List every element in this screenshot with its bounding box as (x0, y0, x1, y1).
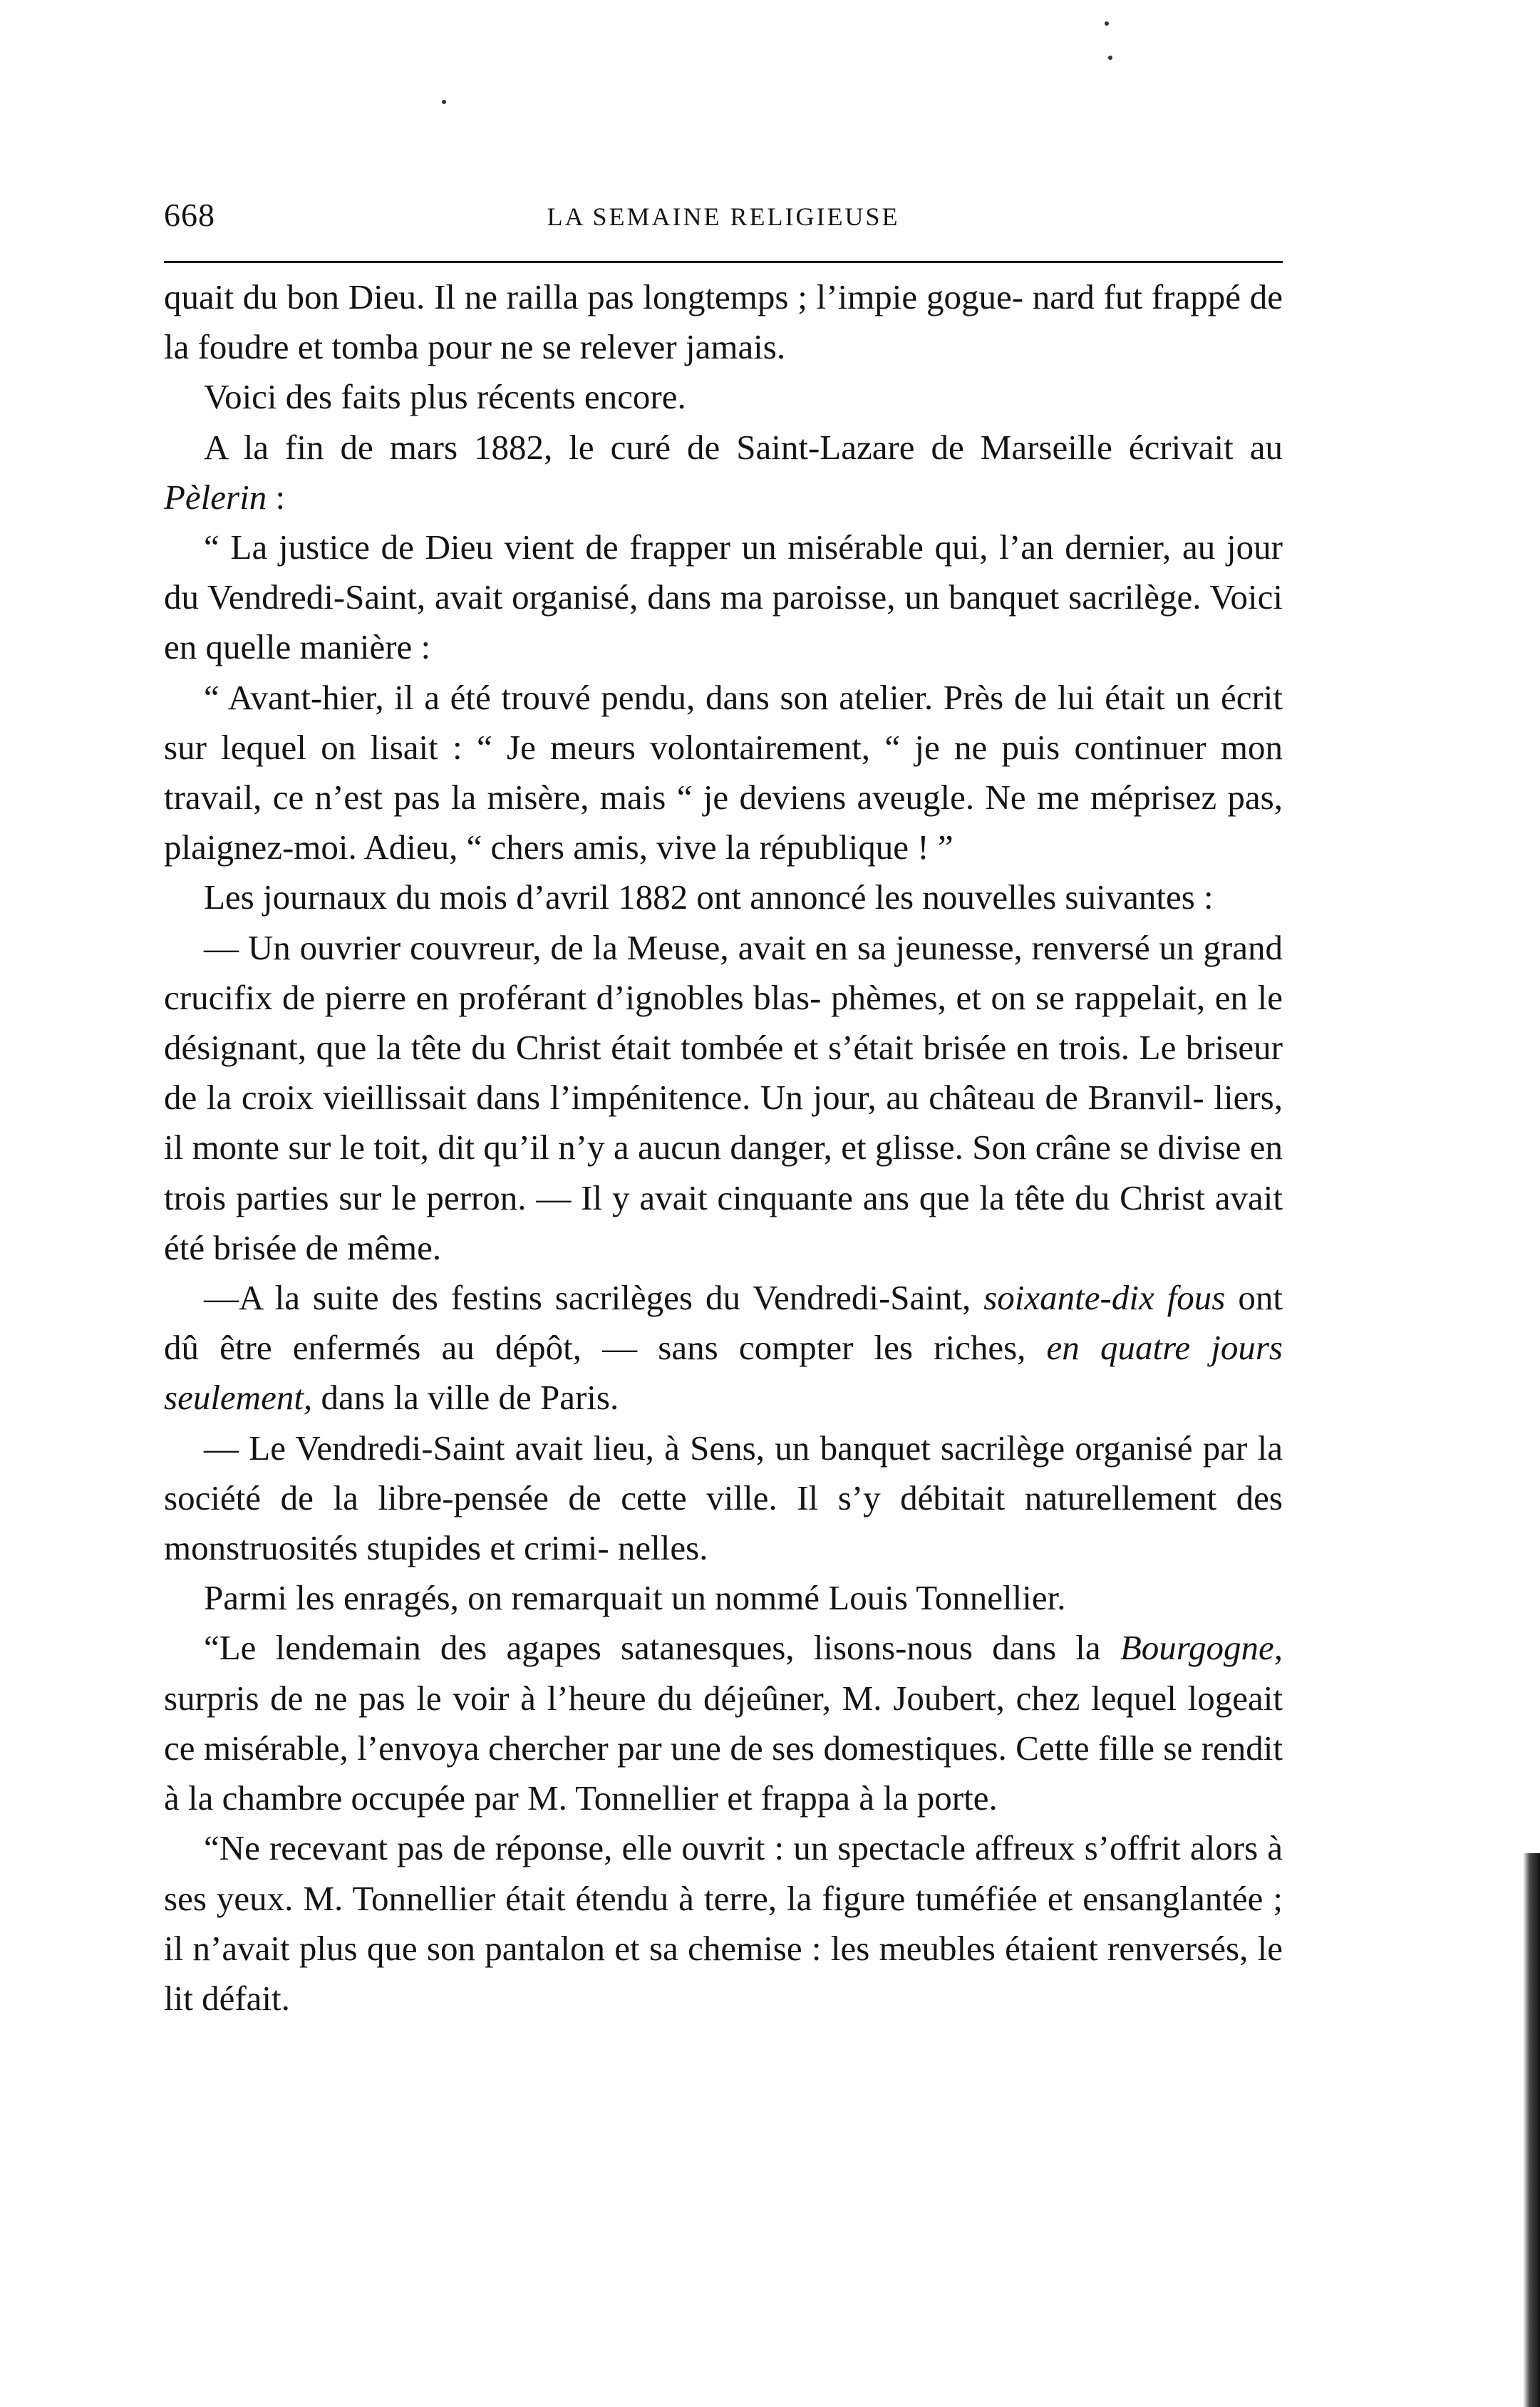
paragraph-8-italic-2: en quatre jours seulement, (164, 1328, 1283, 1418)
paragraph-3-text: A la fin de mars 1882, le curé de Saint-Lazare de Marseille écrivait au (204, 427, 1283, 467)
paragraph-3 (164, 423, 1283, 522)
paragraph-8-tail: dans la ville de Paris. (312, 1378, 619, 1418)
page-number: 668 (164, 197, 215, 233)
journal-name-pelerin: Pèlerin (164, 477, 267, 517)
binding-shadow (1523, 1853, 1540, 2407)
paragraph-8 (164, 1273, 1283, 1423)
paragraph-1: quait du bon Dieu. Il ne railla pas longtemps ; l’impie gogue- nard fut frappé de la foudre et tomba pour ne se relever jamais. (164, 277, 1283, 367)
paragraph-6: Les journaux du mois d’avril 1882 ont annoncé les nouvelles suivantes : (204, 877, 1214, 917)
header-rule (164, 261, 1283, 263)
paragraph-11-tail: surpris de ne pas le voir à l’heure du déjeûner, M. Joubert, chez lequel logeait ce misérable, l’envoya chercher par une de ses domestiques. Cette fille se rendit à la chambre occupée par M. Tonnellier et frappa à la porte. (164, 1678, 1283, 1818)
paragraph-12: “Ne recevant pas de réponse, elle ouvrit : un spectacle affreux s’offrit alors à ses yeux. M. Tonnellier était étendu à terre, la figure tuméfiée et ensanglantée ; il n’avait plus que son pantalon et sa chemise : les meubles étaient renversés, le lit défait. (164, 1828, 1283, 2018)
scan-speck (442, 100, 446, 104)
paragraph-5: “ Avant-hier, il a été trouvé pendu, dans son atelier. Près de lui était un écrit sur lequel on lisait : “ Je meurs volontairement, “ je ne puis continuer mon travail, ce n’est pas la misère, mais “ je deviens aveugle. Ne me méprisez pas, plaignez-moi. Adieu, “ chers amis, vive la république ! ” (164, 677, 1283, 867)
paragraph-4: “ La justice de Dieu vient de frapper un misérable qui, l’an dernier, au jour du Vendredi-Saint, avait organisé, dans ma paroisse, un banquet sacrilège. Voici en quelle manière : (164, 527, 1283, 667)
paragraph-7: — Un ouvrier couvreur, de la Meuse, avait en sa jeunesse, renversé un grand crucifix de pierre en proférant d’ignobles blas- phèmes, et on se rappelait, en le désignant, que la tête du Christ était tombée et s’était brisée en trois. Le briseur de la croix vieillissait dans l’impénitence. Un jour, au château de Branvil- liers, il monte sur le toit, dit qu’il n’y a aucun danger, et glisse. Son crâne se divise en trois parties sur le perron. — Il y avait cinquante ans que la tête du Christ avait été brisée de même. (164, 927, 1283, 1267)
scan-speck (1108, 56, 1112, 60)
paragraph-8-text: —A la suite des festins sacrilèges du Vendredi-Saint, (204, 1278, 984, 1318)
running-head: LA SEMAINE RELIGIEUSE (547, 202, 900, 231)
paragraph-2: Voici des faits plus récents encore. (204, 377, 686, 417)
page-header (164, 196, 1283, 239)
paragraph-9: — Le Vendredi-Saint avait lieu, à Sens, un banquet sacrilège organisé par la société de la libre-pensée de cette ville. Il s’y débitait naturellement des monstruosités stupides et crimi- nelles. (164, 1428, 1283, 1568)
paragraph-8-mid: ont dû être enfermés au dépôt, — sans compter les riches, (164, 1278, 1283, 1368)
paragraph-10: Parmi les enragés, on remarquait un nommé Louis Tonnellier. (204, 1578, 1066, 1618)
paragraph-8-italic-1: soixante-dix fous (983, 1278, 1226, 1318)
body-text (164, 272, 1283, 2024)
paragraph-11-text: “Le lendemain des agapes satanesques, lisons-nous dans la (204, 1628, 1120, 1668)
scan-speck (1105, 21, 1109, 26)
journal-name-bourgogne: Bourgogne, (1120, 1628, 1283, 1668)
paragraph-11 (164, 1623, 1283, 1823)
paragraph-3-tail: : (267, 477, 286, 517)
